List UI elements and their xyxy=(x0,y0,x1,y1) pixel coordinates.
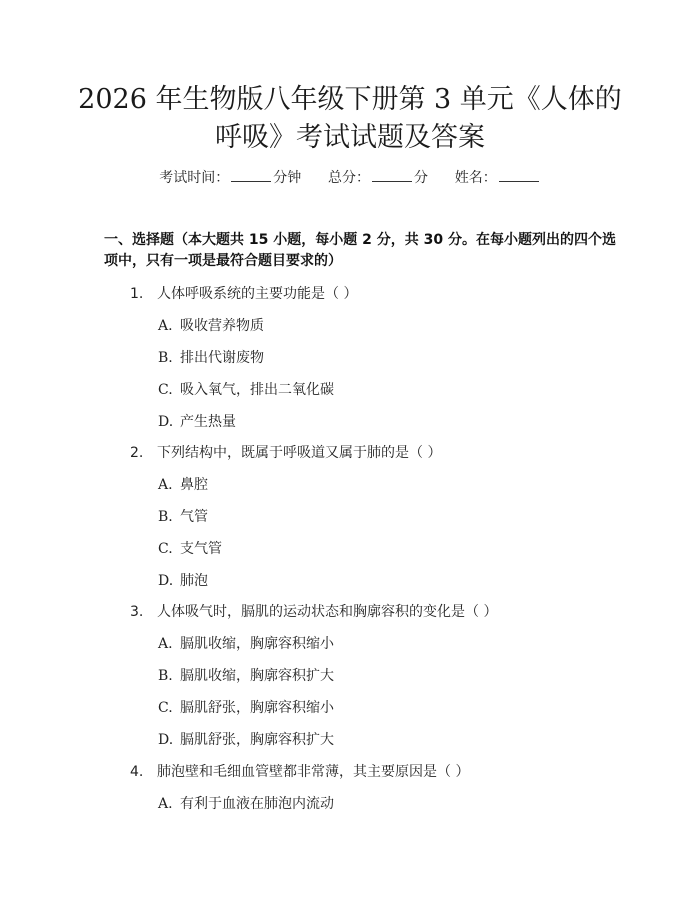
question-2-option-b xyxy=(158,506,208,526)
question-1-option-b xyxy=(158,347,264,367)
question-1-option-c xyxy=(158,379,334,399)
option-text: 膈肌舒张，胸廓容积扩大 xyxy=(180,732,334,748)
total-score-label: 总分： xyxy=(328,170,370,186)
option-text: 吸收营养物质 xyxy=(180,318,264,334)
option-text: 有利于血液在肺泡内流动 xyxy=(180,796,334,812)
exam-time-unit: 分钟 xyxy=(273,170,302,186)
option-letter: B. xyxy=(158,350,173,366)
question-2-option-d xyxy=(158,570,208,590)
student-name-label: 姓名： xyxy=(454,170,497,186)
option-letter: A. xyxy=(158,796,173,812)
question-2-option-a xyxy=(158,474,208,494)
option-text: 产生热量 xyxy=(180,414,236,430)
option-letter: A. xyxy=(158,318,173,334)
exam-info-line xyxy=(0,167,700,187)
question-3-option-b xyxy=(158,665,334,685)
question-number: 2. xyxy=(130,445,144,461)
question-1 xyxy=(130,283,357,303)
question-number: 1. xyxy=(130,286,144,302)
total-score-unit: 分 xyxy=(414,170,428,186)
option-letter: A. xyxy=(158,636,173,652)
question-4 xyxy=(130,761,469,781)
option-letter: B. xyxy=(158,509,173,525)
question-2 xyxy=(130,442,441,462)
option-letter: C. xyxy=(158,700,173,716)
total-score-blank xyxy=(372,169,412,182)
option-text: 气管 xyxy=(180,509,208,525)
question-number: 4. xyxy=(130,764,144,780)
option-letter: B. xyxy=(158,668,173,684)
section-heading: 一、选择题（本大题共 15 小题，每小题 2 分，共 30 分。在每小题列出的四个选项中，只有一项是最符合题目要求的） xyxy=(104,232,616,269)
question-3-option-c xyxy=(158,697,334,717)
option-text: 膈肌舒张，胸廓容积缩小 xyxy=(180,700,334,716)
question-2-option-c xyxy=(158,538,222,558)
option-text: 吸入氧气，排出二氧化碳 xyxy=(180,382,334,398)
option-letter: C. xyxy=(158,541,173,557)
exam-time-label: 考试时间： xyxy=(159,170,230,186)
question-3-option-d xyxy=(158,729,334,749)
option-letter: D. xyxy=(158,573,174,589)
question-3 xyxy=(130,601,497,621)
exam-time-blank xyxy=(231,169,271,182)
option-letter: D. xyxy=(158,414,174,430)
question-text: 肺泡壁和毛细血管壁都非常薄，其主要原因是（ ） xyxy=(157,764,470,780)
option-text: 排出代谢废物 xyxy=(180,350,264,366)
option-text: 膈肌收缩，胸廓容积缩小 xyxy=(180,636,334,652)
option-letter: C. xyxy=(158,382,173,398)
option-text: 膈肌收缩，胸廓容积扩大 xyxy=(180,668,334,684)
question-3-option-a xyxy=(158,633,334,653)
document-title-line-1: 2026 年生物版八年级下册第 3 单元《人体的 xyxy=(78,84,622,115)
question-text: 人体吸气时，膈肌的运动状态和胸廓容积的变化是（ ） xyxy=(157,604,498,620)
question-text: 下列结构中，既属于呼吸道又属于肺的是（ ） xyxy=(157,445,442,461)
question-text: 人体呼吸系统的主要功能是（ ） xyxy=(157,286,358,302)
question-1-option-a xyxy=(158,315,264,335)
option-letter: A. xyxy=(158,477,173,493)
document-title-line-2: 呼吸》考试试题及答案 xyxy=(215,122,485,153)
option-text: 支气管 xyxy=(180,541,222,557)
student-name-blank xyxy=(499,169,539,182)
question-1-option-d xyxy=(158,411,236,431)
question-number: 3. xyxy=(130,604,144,620)
option-text: 肺泡 xyxy=(180,573,208,589)
option-letter: D. xyxy=(158,732,174,748)
question-4-option-a xyxy=(158,793,334,813)
option-text: 鼻腔 xyxy=(180,477,208,493)
